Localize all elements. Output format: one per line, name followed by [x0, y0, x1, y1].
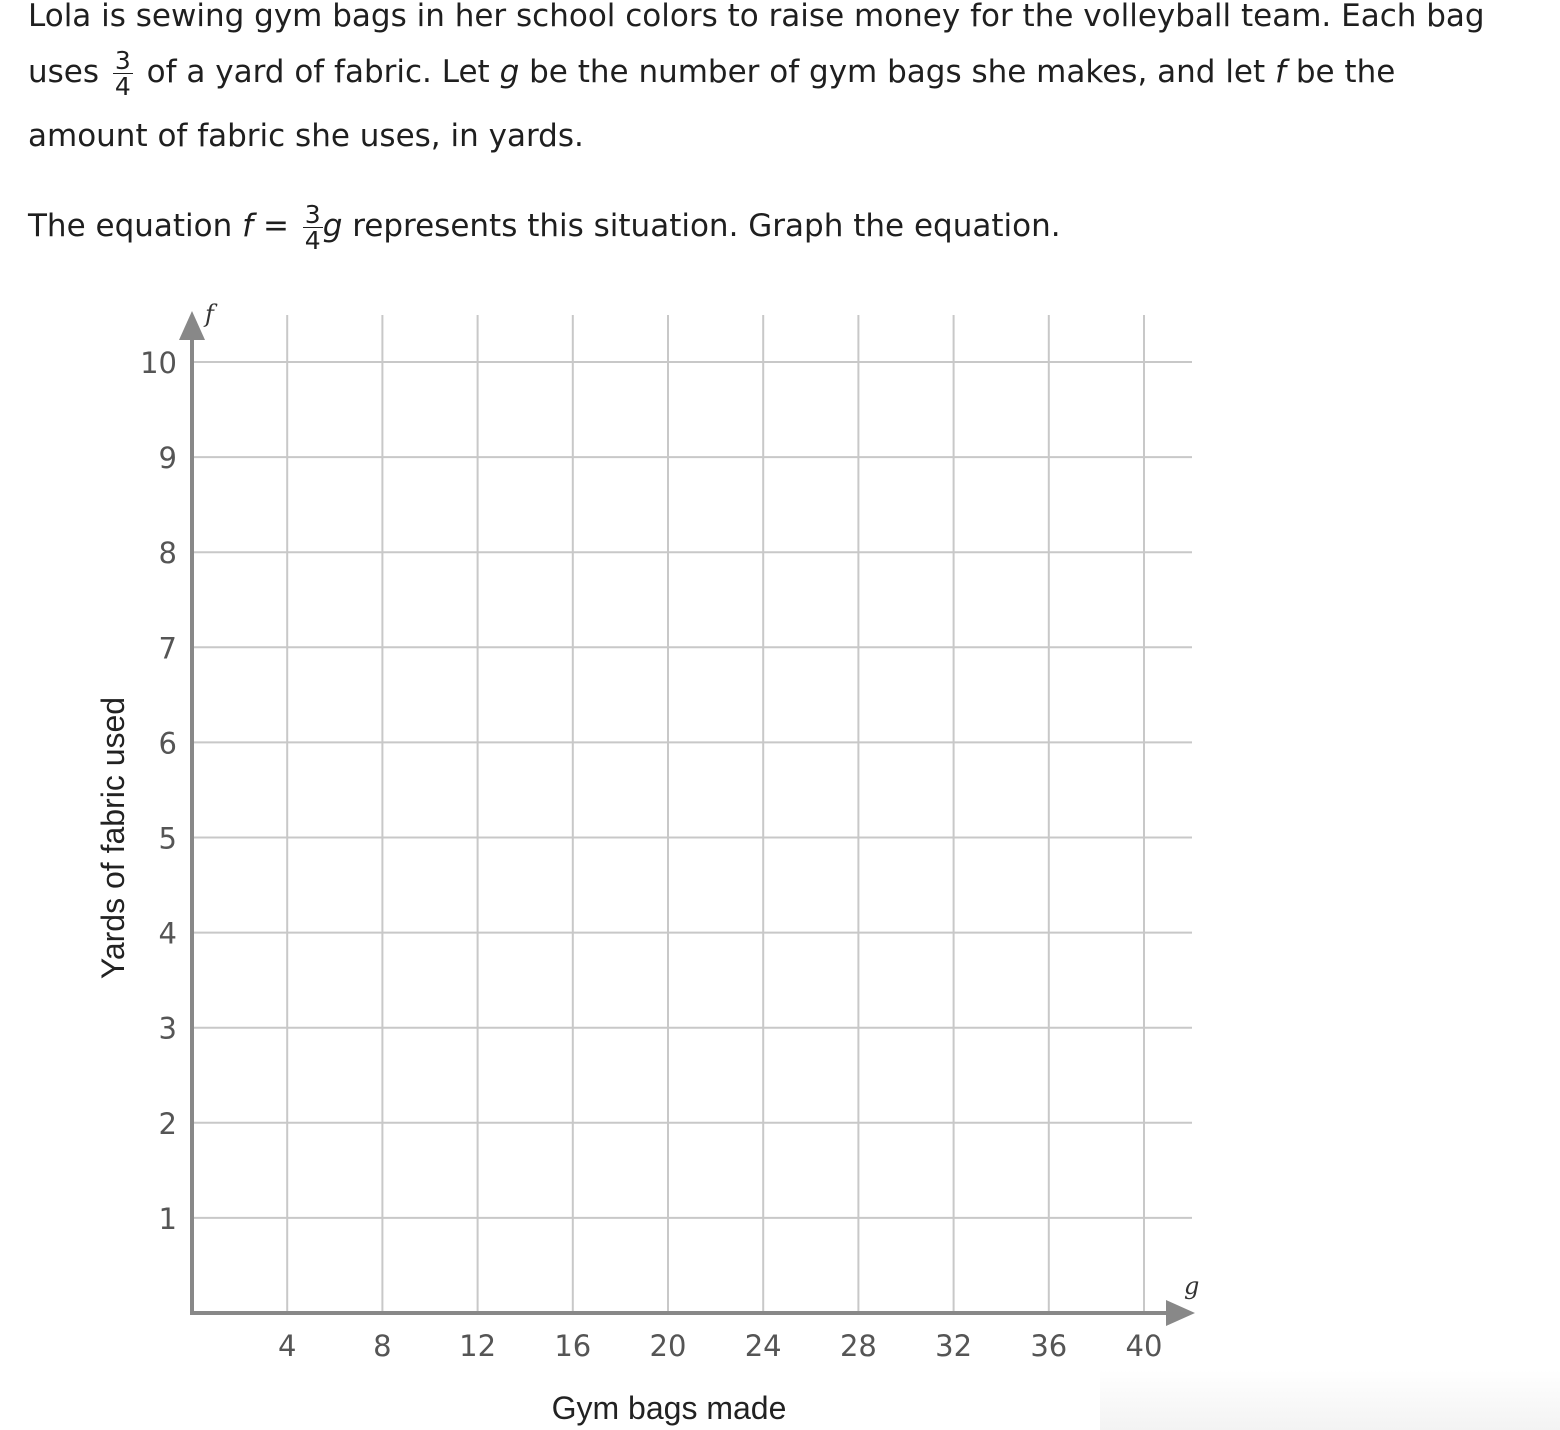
- y-tick-label: 9: [158, 441, 177, 476]
- variable-g: g: [499, 54, 520, 90]
- y-tick-label: 6: [158, 726, 177, 761]
- x-tick-label: 28: [839, 1329, 877, 1363]
- equation-variable-g: g: [322, 208, 343, 244]
- x-axis-arrow-icon: [1166, 1300, 1195, 1326]
- y-tick-label: 2: [158, 1106, 177, 1141]
- y-tick-label: 4: [158, 916, 177, 951]
- x-axis-variable-label: g: [1184, 1272, 1200, 1300]
- y-axis-title: Yards of fabric used: [95, 696, 131, 980]
- x-tick-label: 40: [1125, 1329, 1163, 1363]
- text-of-a-yard: of a yard of fabric. Let: [146, 54, 490, 90]
- equation-fraction-denominator: 4: [304, 226, 321, 255]
- y-tick-label: 5: [158, 821, 177, 856]
- tick-labels: [140, 346, 1162, 1363]
- x-tick-label: 32: [935, 1329, 973, 1363]
- x-tick-label: 16: [554, 1329, 592, 1363]
- problem-line-3-text: amount of fabric she uses, in yards.: [28, 118, 584, 154]
- x-tick-label: 24: [744, 1329, 782, 1363]
- y-axis-arrow-icon: [179, 311, 205, 340]
- equation-variable-f: f: [242, 208, 254, 244]
- x-tick-label: 4: [277, 1329, 297, 1363]
- y-tick-label: 1: [158, 1201, 177, 1236]
- fraction-denominator: 4: [114, 72, 131, 101]
- equation-fraction-numerator: 3: [304, 200, 321, 229]
- y-tick-label: 10: [140, 346, 177, 380]
- x-tick-label: 12: [459, 1329, 497, 1363]
- axes: [179, 311, 1195, 1326]
- x-axis-title: Gym bags made: [551, 1390, 787, 1426]
- y-tick-label: 7: [158, 631, 177, 666]
- y-tick-label: 8: [158, 536, 177, 571]
- fraction-numerator: 3: [114, 46, 131, 75]
- text-be-the: be the: [1295, 54, 1396, 90]
- x-tick-label: 36: [1030, 1329, 1068, 1363]
- y-axis-variable-label: f: [205, 300, 214, 328]
- y-tick-label: 3: [158, 1011, 177, 1046]
- text-number-of-bags: be the number of gym bags she makes, and let: [529, 54, 1266, 90]
- problem-line-1-text: Lola is sewing gym bags in her school colors to raise money for the volleyball team. Each bag: [28, 0, 1485, 34]
- text-graph-the-equation: represents this situation. Graph the equation.: [352, 208, 1061, 244]
- grid-lines: [192, 315, 1192, 1313]
- bottom-fade: [1100, 1370, 1560, 1430]
- equation-equals: =: [262, 208, 289, 244]
- x-tick-label: 20: [649, 1329, 687, 1363]
- text-the-equation: The equation: [28, 208, 233, 244]
- x-tick-label: 8: [373, 1329, 392, 1363]
- text-uses: uses: [28, 54, 100, 90]
- variable-f: f: [1275, 54, 1286, 90]
